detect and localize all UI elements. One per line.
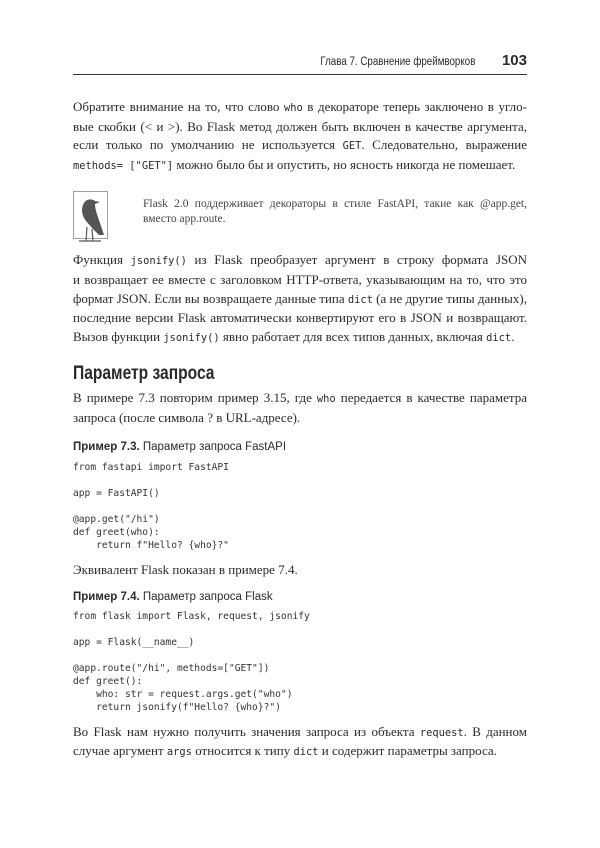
inline-code: args [166,746,192,759]
note-text: Flask 2.0 поддерживает декораторы в стиле FastAPI, такие как @app.get, вместо app.route. [143,198,527,225]
paragraph-5 [73,723,527,762]
code-block-flask: from flask import Flask, request, jsonify app = Flask(__name__) @app.route("/hi", methods=["GET"]) def greet(): who: str = request.args.get("who") return jsonify(f"Hello? {who}?") [73,610,310,714]
text-run: Обратите внимание на то, что слово [73,99,284,114]
inline-code: dict [486,331,512,344]
inline-code: methods= ["GET"] [73,159,174,172]
text-run: вые скобки (< и >). Во Flask метод должен быть включен в качестве аргумента, [73,118,527,134]
paragraph-4: Эквивалент Flask показан в примере 7.4. [73,562,298,578]
text-run: и возвращает ее вместе с заголовком HTTP-ответа, указывающим на то, что это [73,271,527,287]
paragraph-1 [73,98,527,175]
example-7-3-caption: Пример 7.3. Параметр запроса FastAPI [73,440,287,453]
text-run: в декораторе теперь заключено в угло- [302,99,527,114]
chapter-title: Глава 7. Сравнение фреймворков [319,56,475,68]
text-line [73,309,527,328]
text-line [73,251,527,271]
page-number: 103 [501,52,527,69]
code-block-fastapi: from fastapi import FastAPI app = FastAPI() @app.get("/hi") def greet(who): return f"Hello? {who}?" [73,461,229,552]
text-line [73,98,527,118]
text-run: явно работает для всех типов данных, включая [219,328,487,344]
text-run: (а не другие типы данных), [372,290,527,306]
note-box [73,191,527,247]
text-run: передается в качестве параметра [335,390,527,406]
text-run: можно было бы и опустить, но ясность никогда не помешает. [173,156,516,172]
inline-code: request [419,726,464,739]
text-run: формат JSON. Если вы возвращаете данные типа [73,290,348,306]
text-run: Во Flask нам нужно получить значения запроса из объекта [73,723,420,739]
text-line [73,328,527,348]
text-run: из Flask преобразует аргумент в строку формата JSON [186,252,528,268]
text-run: . [511,328,515,344]
text-run: если только по умолчанию не используется [73,137,343,153]
text-line [73,742,527,762]
text-line [73,156,527,176]
text-run: Функция [73,252,131,268]
text-line [73,290,527,310]
text-run: и содержит параметры запроса. [318,743,497,759]
inline-code: who [316,393,336,406]
inline-code: GET [342,140,362,153]
text-line [73,723,527,743]
running-header [73,52,527,75]
inline-code: jsonify() [130,255,187,268]
text-run: . Следовательно, выражение [361,137,527,153]
text-run: последние версии Flask автоматически конвертируют его в JSON и возвращают. [73,310,527,326]
crow-icon [73,191,108,245]
text-run: В примере 7.3 повторим пример 3.15, где [73,390,317,406]
text-run: относится к типу [191,743,294,759]
text-line [73,409,527,428]
text-line [73,271,527,290]
inline-code: dict [347,293,373,306]
text-line [73,118,527,137]
paragraph-3 [73,389,527,427]
inline-code: dict [293,746,319,759]
inline-code: jsonify() [163,331,220,344]
text-line [73,136,527,156]
text-line [73,389,527,409]
text-run: . В данном [463,723,527,739]
text-run: запроса (после символа ? в URL-адресе). [73,409,301,425]
text-run: случае аргумент [73,743,167,759]
inline-code: who [283,102,303,114]
example-7-4-caption: Пример 7.4. Параметр запроса Flask [73,590,273,603]
text-run: Вызов функции [73,328,164,344]
paragraph-2 [73,251,527,347]
section-heading: Параметр запроса [73,363,215,385]
